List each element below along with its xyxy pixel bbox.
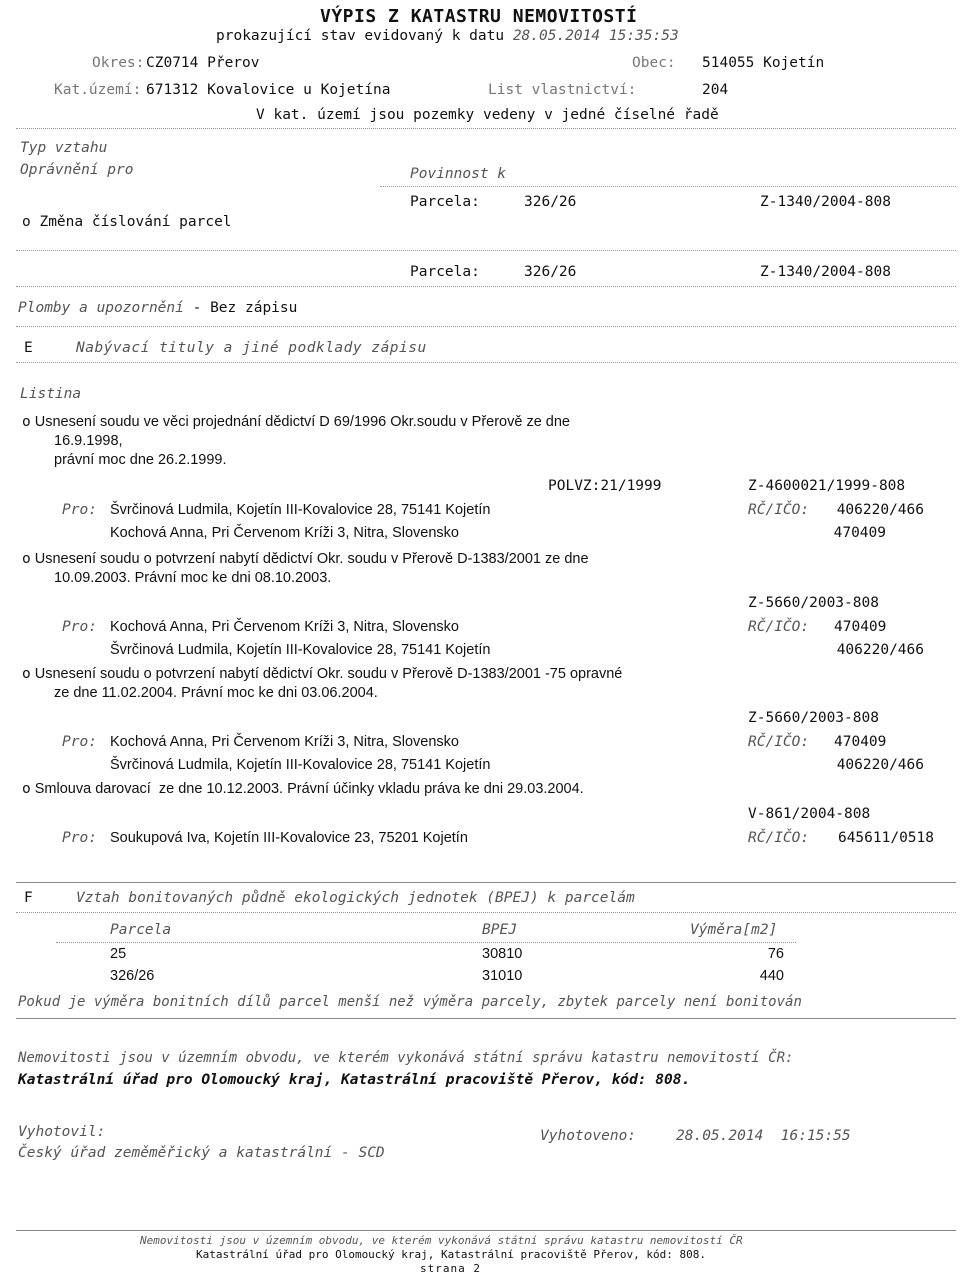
- list-item: o Usnesení soudu o potvrzení nabytí dědictví Okr. soudu v Přerově D-1383/2001 ze dne: [22, 551, 589, 567]
- vyhotoveno-label: Vyhotoveno:: [540, 1128, 637, 1144]
- typ-vztahu-label: Typ vztahu: [20, 140, 108, 156]
- bonitace-note: Pokud je výměra bonitních dílů parcel menší než výměra parcely, zbytek parcely není bonitován: [18, 994, 802, 1010]
- list-item: o Usnesení soudu ve věci projednání dědictví D 69/1996 Okr.soudu v Přerově ze dne: [22, 414, 570, 430]
- table-cell-bpej: 31010: [482, 968, 523, 984]
- rc-label: RČ/IČO:: [748, 619, 810, 635]
- bullet-icon: o: [22, 551, 31, 567]
- table-cell-vymera: 440: [759, 968, 784, 984]
- pro-label: Pro:: [62, 830, 97, 846]
- person-rc: 406220/466: [836, 642, 924, 658]
- list-item-line: ze dne 11.02.2004. Právní moc ke dni 03.06.2004.: [54, 685, 378, 701]
- table-cell-bpej: 30810: [482, 946, 523, 962]
- plomby-row: Plomby a upozornění - Bez zápisu: [18, 300, 298, 316]
- col-header-parcela: Parcela: [110, 922, 172, 938]
- person-name: Kochová Anna, Pri Červenom Kríži 3, Nitra, Slovensko: [110, 525, 459, 541]
- person-rc: 470409: [833, 525, 886, 541]
- col-header-vymera: Výměra[m2]: [690, 922, 778, 938]
- bullet-icon: o: [22, 666, 31, 682]
- bullet-icon: o: [22, 414, 31, 430]
- table-cell-parcela: 326/26: [110, 968, 155, 984]
- vyhotovil-label: Vyhotovil:: [18, 1124, 106, 1140]
- entry-ref: Z-5660/2003-808: [748, 595, 879, 611]
- person-name: Kochová Anna, Pri Červenom Kríži 3, Nitra, Slovensko: [110, 734, 459, 750]
- list-item: o Usnesení soudu o potvrzení nabytí dědictví Okr. soudu v Přerově D-1383/2001 -75 opravné: [22, 666, 623, 682]
- person-rc: 645611/0518: [837, 830, 934, 846]
- person-name: Kochová Anna, Pri Červenom Kríži 3, Nitra, Slovensko: [110, 619, 459, 635]
- divider: [16, 326, 956, 327]
- vyhotoveno-value: 28.05.2014 16:15:55: [676, 1128, 851, 1144]
- obec-label: Obec:: [632, 55, 676, 71]
- document-title: VÝPIS Z KATASTRU NEMOVITOSTÍ: [320, 6, 638, 27]
- divider: [16, 128, 956, 129]
- table-cell-parcela: 25: [110, 946, 127, 962]
- divider: [16, 882, 956, 883]
- person-rc: 406220/466: [836, 502, 924, 518]
- rc-label: RČ/IČO:: [748, 734, 810, 750]
- divider: [380, 186, 956, 187]
- list-value: 204: [702, 82, 729, 98]
- list-label: List vlastnictví:: [488, 82, 637, 98]
- entry-ref: V-861/2004-808: [748, 806, 871, 822]
- person-name: Švrčinová Ludmila, Kojetín III-Kovalovice 28, 75141 Kojetín: [110, 642, 491, 658]
- katuzemi-value: 671312 Kovalovice u Kojetína: [146, 82, 391, 98]
- section-f-letter: F: [24, 890, 33, 906]
- rc-label: RČ/IČO:: [748, 830, 810, 846]
- divider: [16, 286, 956, 287]
- divider: [16, 912, 956, 913]
- listina-label: Listina: [20, 386, 82, 402]
- section-f-title: Vztah bonitovaných půdně ekologických jednotek (BPEJ) k parcelám: [76, 890, 635, 906]
- table-cell-vymera: 76: [767, 946, 784, 962]
- list-item-line: 16.9.1998,: [54, 433, 123, 449]
- bottom-line-1: Nemovitosti jsou v územním obvodu, ve kterém vykonává státní správu katastru nemovitostí ČR: [140, 1234, 743, 1247]
- entry-ref: Z-5660/2003-808: [748, 710, 879, 726]
- person-name: Švrčinová Ludmila, Kojetín III-Kovalovice 28, 75141 Kojetín: [110, 757, 491, 773]
- povinnost-k-label: Povinnost k: [410, 166, 507, 182]
- person-rc: 406220/466: [836, 757, 924, 773]
- person-name: Švrčinová Ludmila, Kojetín III-Kovalovice 28, 75141 Kojetín: [110, 502, 491, 518]
- section-e-letter: E: [24, 340, 33, 356]
- divider: [56, 942, 796, 943]
- parcela-ref: Z-1340/2004-808: [760, 264, 891, 280]
- person-name: Soukupová Iva, Kojetín III-Kovalovice 23, 75201 Kojetín: [110, 830, 468, 846]
- opravneni-pro-label: Oprávnění pro: [20, 162, 134, 178]
- page-number: strana 2: [420, 1262, 481, 1275]
- parcela-label: Parcela:: [410, 264, 480, 280]
- divider: [16, 362, 956, 363]
- bullet-icon: o: [22, 781, 31, 797]
- list-item-line: 10.09.2003. Právní moc ke dni 08.10.2003.: [54, 570, 332, 586]
- katuzemi-note: V kat. území jsou pozemky vedeny v jedné číselné řadě: [256, 107, 719, 123]
- col-header-bpej: BPEJ: [482, 922, 517, 938]
- katuzemi-label: Kat.území:: [54, 82, 142, 98]
- pro-label: Pro:: [62, 502, 97, 518]
- section-e-title: Nabývací tituly a jiné podklady zápisu: [76, 340, 427, 356]
- okres-value: CZ0714 Přerov: [146, 55, 260, 71]
- divider: [16, 250, 956, 251]
- bullet-icon: o: [22, 214, 31, 230]
- parcela-number: 326/26: [524, 194, 577, 210]
- parcela-ref: Z-1340/2004-808: [760, 194, 891, 210]
- bottom-line-2: Katastrální úřad pro Olomoucký kraj, Katastrální pracoviště Přerov, kód: 808.: [196, 1248, 706, 1261]
- obvod-text: Nemovitosti jsou v územním obvodu, ve kterém vykonává státní správu katastru nemovitostí ČR:: [18, 1050, 794, 1066]
- pro-label: Pro:: [62, 734, 97, 750]
- rc-label: RČ/IČO:: [748, 502, 810, 518]
- okres-label: Okres:: [92, 55, 145, 71]
- entry-ref: Z-4600021/1999-808: [748, 478, 906, 494]
- parcela-number: 326/26: [524, 264, 577, 280]
- obec-value: 514055 Kojetín: [702, 55, 825, 71]
- divider: [16, 1018, 956, 1019]
- pro-label: Pro:: [62, 619, 97, 635]
- list-item-line: právní moc dne 26.2.1999.: [54, 452, 227, 468]
- list-item: o Smlouva darovací ze dne 10.12.2003. Právní účinky vkladu práva ke dni 29.03.2004.: [22, 781, 584, 797]
- document-subtitle: prokazující stav evidovaný k datu 28.05.2014 15:35:53: [216, 28, 679, 44]
- person-rc: 470409: [834, 734, 887, 750]
- vyhotovil-value: Český úřad zeměměřický a katastrální - SCD: [18, 1145, 385, 1161]
- zmena-cislovani-item: o Změna číslování parcel: [22, 214, 232, 230]
- parcela-label: Parcela:: [410, 194, 480, 210]
- person-rc: 470409: [834, 619, 887, 635]
- divider: [16, 1230, 956, 1231]
- urad-text: Katastrální úřad pro Olomoucký kraj, Katastrální pracoviště Přerov, kód: 808.: [18, 1072, 691, 1088]
- polvz-ref: POLVZ:21/1999: [548, 478, 662, 494]
